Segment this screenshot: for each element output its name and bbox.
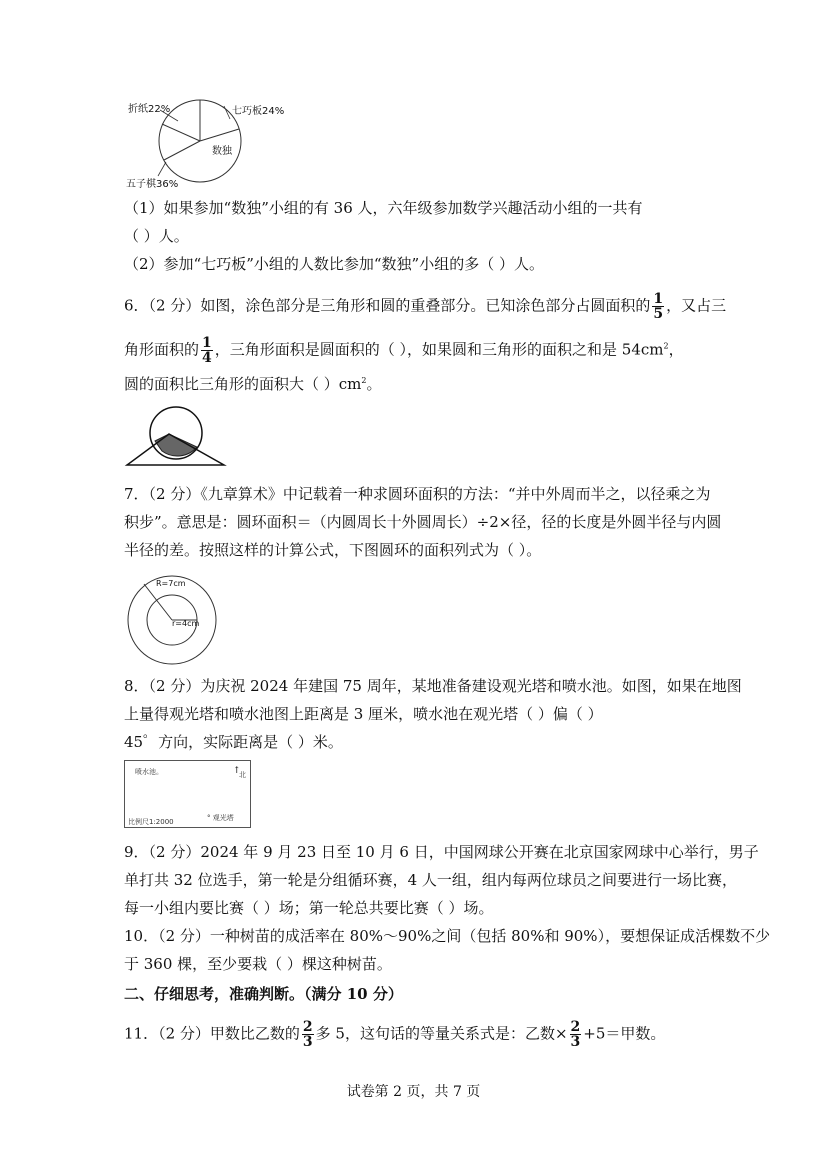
q11-text-c: +5＝甲数。 [583, 1024, 666, 1043]
q6-line2-text-a: 角形面积的 [124, 340, 200, 359]
q5-sub1-line2: （ ）人。 [124, 227, 189, 245]
q11-frac1-den: 3 [302, 1034, 313, 1050]
q8-map-tower: ° 观光塔 [207, 814, 234, 822]
q11-frac2-num: 2 [570, 1019, 581, 1035]
q8-line2: 上量得观光塔和喷水池图上距离是 3 厘米，喷水池在观光塔（ ）偏（ ） [124, 705, 603, 723]
pie-label-zhezhi: 折纸22% [128, 104, 171, 115]
pie-divider-3 [164, 141, 200, 160]
q8-map-fountain: 喷水池。 [135, 768, 163, 776]
q8-map-scale: 比例尺1:2000 [128, 818, 174, 826]
q6-line3-sup: 2 [361, 376, 367, 385]
q6-fraction-2 [201, 336, 213, 365]
pie-label-shudu: 数独 [212, 146, 232, 157]
q6-line3 [124, 371, 382, 394]
q10-line2: 于 360 棵，至少要栽（ ）棵这种树苗。 [124, 955, 392, 973]
q8-north-arrow: ↑ [233, 766, 241, 776]
q7-line3: 半径的差。按照这样的计算公式，下图圆环的面积列式为（ ）。 [124, 541, 542, 559]
q6-line1-text-a: 6．（2 分）如图，涂色部分是三角形和圆的重叠部分。已知涂色部分占圆面积的 [124, 296, 651, 315]
q6-frac1-den: 5 [653, 306, 664, 322]
q11-text-a: 11．（2 分）甲数比乙数的 [124, 1024, 300, 1043]
q6-line3-text-a: 圆的面积比三角形的面积大（ ）cm [124, 375, 362, 393]
q6-line2-text-c: ， [668, 340, 684, 359]
q6-frac2-den: 4 [202, 350, 212, 366]
q11-fraction-1 [302, 1020, 314, 1049]
pie-divider-4 [162, 124, 200, 141]
q8-map-frame [124, 760, 251, 828]
q7-label-r: r=4cm [172, 619, 200, 628]
q11-fraction-2 [570, 1020, 582, 1049]
q5-sub2: （2）参加“七巧板”小组的人数比参加“数独”小组的多（ ）人。 [124, 255, 544, 273]
q8-line3: 45゜方向，实际距离是（ ）米。 [124, 733, 343, 751]
q9-line3: 每一小组内要比赛（ ）场；第一轮总共要比赛（ ）场。 [124, 899, 494, 917]
q7-line1: 7．（2 分）《九章算术》中记载着一种求圆环面积的方法：“并中外周而半之，以径乘之为 [124, 485, 711, 503]
q6-line2 [124, 336, 684, 365]
q8-line1: 8．（2 分）为庆祝 2024 年建国 75 周年，某地准备建设观光塔和喷水池。如图，如果在地图 [124, 677, 742, 695]
q9-line1: 9．（2 分）2024 年 9 月 23 日至 10 月 6 日，中国网球公开赛在北京国家网球中心举行，男子 [124, 843, 759, 861]
q6-line3-text-b: 。 [366, 375, 382, 393]
q6-frac1-num: 1 [653, 291, 664, 307]
q6-frac2-num: 1 [202, 335, 212, 351]
q5-sub1-line1: （1）如果参加“数独”小组的有 36 人，六年级参加数学兴趣活动小组的一共有 [124, 199, 643, 217]
page-footer: 试卷第 2 页，共 7 页 [346, 1084, 481, 1100]
q10-line1: 10．（2 分）一种树苗的成活率在 80%～90%之间（包括 80%和 90%），要想保证成活棵数不少 [124, 927, 771, 945]
q8-map-north: 北 [239, 771, 246, 779]
q7-radius-R [144, 584, 172, 620]
q7-line2: 积步”。意思是：圆环面积＝（内圆周长十外圆周长）÷2×径，径的长度是外圆半径与内圆 [124, 513, 722, 531]
q9-line2: 单打共 32 位选手，第一轮是分组循环赛，4 人一组，组内每两位球员之间要进行一场比赛， [124, 871, 737, 889]
pie-divider-2 [200, 129, 239, 141]
q11-text-b: 多 5，这句话的等量关系式是：乙数× [315, 1024, 568, 1043]
q11-frac2-den: 3 [570, 1034, 581, 1050]
q11-frac1-num: 2 [302, 1019, 313, 1035]
q6-fraction-1 [652, 292, 664, 321]
q6-line2-text-b: ，三角形面积是圆面积的（ ），如果圆和三角形的面积之和是 54cm [214, 340, 664, 359]
q7-label-R: R=7cm [156, 579, 186, 588]
q6-line1 [124, 292, 726, 321]
q6-line1-text-b: ，又占三 [666, 296, 727, 315]
pie-label-wuziqi: 五子棋36% [126, 179, 179, 190]
section2-title: 二、仔细思考，准确判断。（满分 10 分） [124, 985, 403, 1003]
q6-line2-sup: 2 [663, 341, 669, 351]
pie-label-qiqiaoban: 七巧板24% [232, 106, 285, 117]
pie-leader-wuziqi [158, 162, 166, 176]
q6-figure [122, 404, 232, 470]
q11-line [124, 1020, 665, 1049]
